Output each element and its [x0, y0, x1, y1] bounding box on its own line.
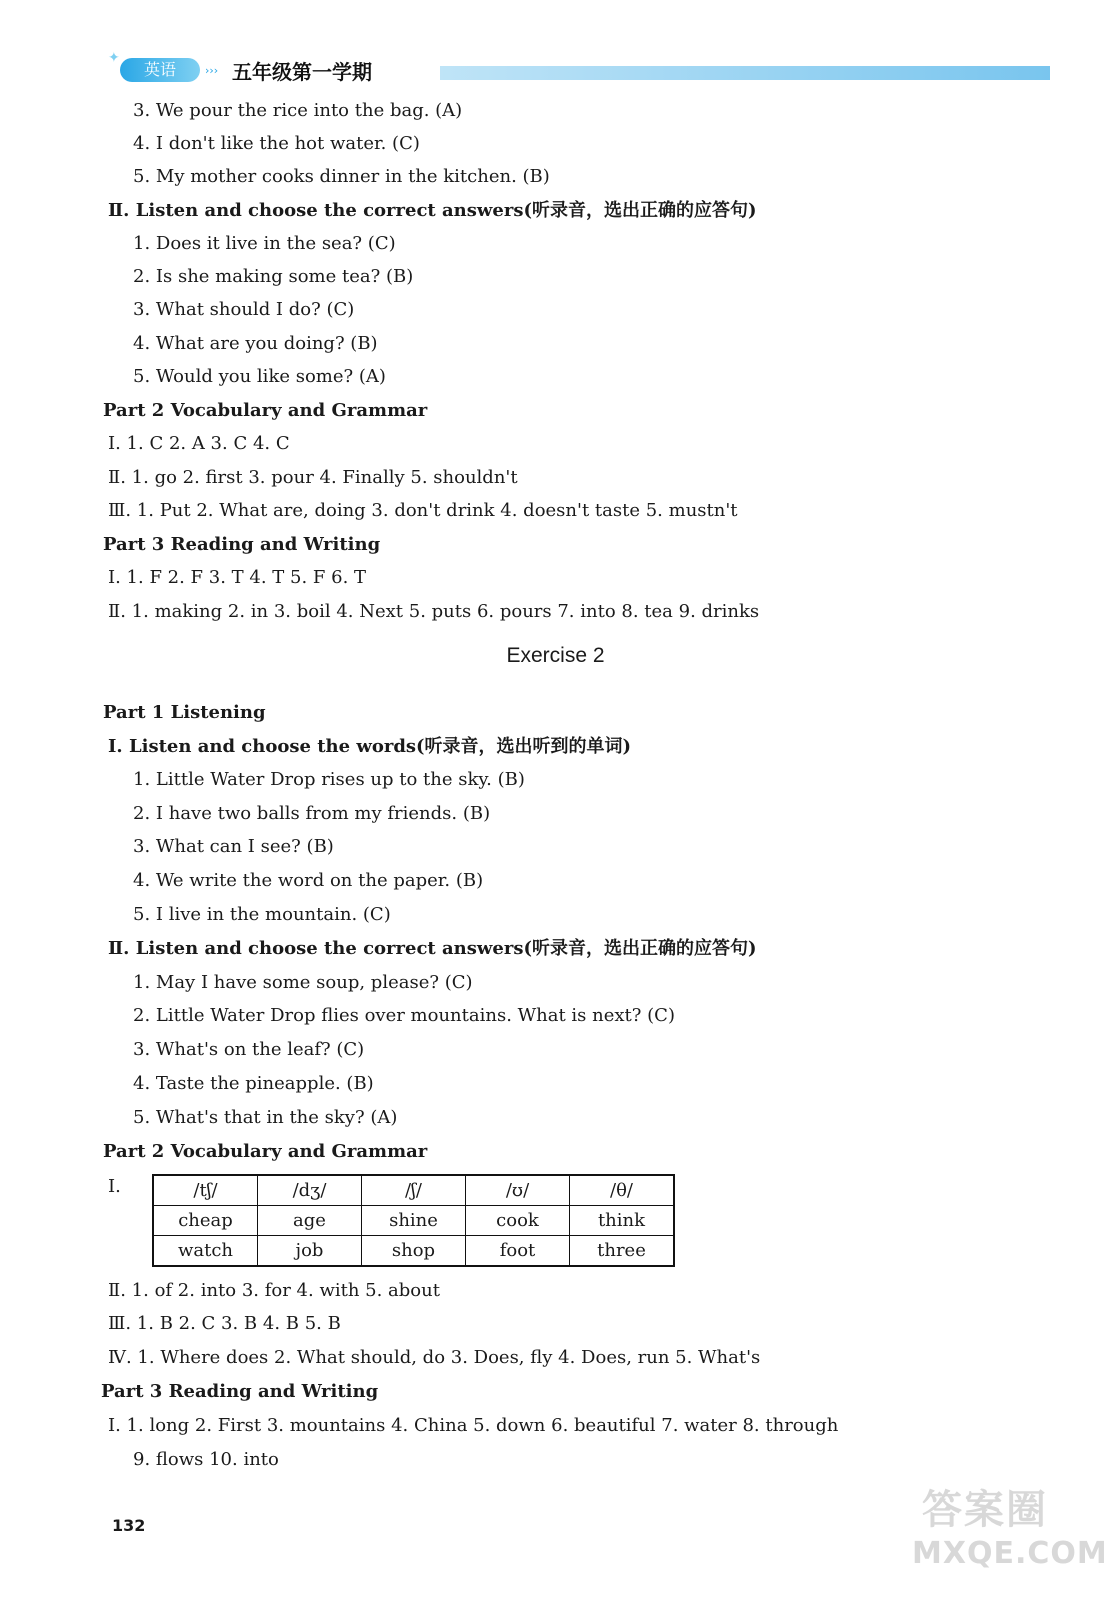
line-text: Part 3 Reading and Writing [101, 1381, 379, 1402]
phoneme-cell: /θ/ [570, 1175, 675, 1206]
line-text: 5. I live in the mountain. (C) [133, 904, 391, 925]
line-text: 1. May I have some soup, please? (C) [133, 972, 473, 993]
exercise-title: Exercise 2 [506, 644, 605, 667]
line-text: Part 3 Reading and Writing [103, 534, 381, 555]
line-text: 2. Little Water Drop flies over mountains. What is next? (C) [133, 1005, 675, 1026]
line-text: Ⅱ. Listen and choose the correct answers(听录音，选出正确的应答句) [108, 938, 757, 959]
phonics-table [152, 1174, 675, 1267]
word-cell: watch [153, 1236, 258, 1267]
grade-title: 五年级第一学期 [232, 60, 372, 84]
answer-line [0, 595, 1111, 629]
line-text: Ⅰ. [108, 1176, 121, 1197]
line-text: 3. We pour the rice into the bag. (A) [133, 100, 463, 121]
answer-line [0, 797, 1111, 831]
line-text: Ⅰ. 1. long 2. First 3. mountains 4. China 5. down 6. beautiful 7. water 8. through [108, 1415, 839, 1436]
table-row [153, 1236, 674, 1267]
line-text: Ⅳ. 1. Where does 2. What should, do 3. Does, fly 4. Does, run 5. What's [108, 1347, 761, 1368]
word-cell: cook [466, 1206, 570, 1236]
phoneme-cell: /dʒ/ [258, 1175, 362, 1206]
answer-line [0, 898, 1111, 932]
answer-line [0, 763, 1111, 797]
line-text: Ⅰ. 1. F 2. F 3. T 4. T 5. F 6. T [108, 567, 367, 588]
answer-line [0, 966, 1111, 1000]
section-heading [0, 932, 1111, 966]
answer-line [0, 999, 1111, 1033]
line-text: 4. I don't like the hot water. (C) [133, 133, 420, 154]
section-heading [0, 1375, 1111, 1409]
line-text: Ⅱ. Listen and choose the correct answers(听录音，选出正确的应答句) [108, 200, 757, 221]
line-text: 4. Taste the pineapple. (B) [133, 1073, 374, 1094]
answer-line [0, 1101, 1111, 1135]
answer-line [0, 830, 1111, 864]
answer-line [0, 461, 1111, 495]
answer-line [0, 1033, 1111, 1067]
line-text: 5. My mother cooks dinner in the kitchen. (B) [133, 166, 550, 187]
word-cell: think [570, 1206, 675, 1236]
answer-line [0, 1409, 1111, 1443]
line-text: 3. What should I do? (C) [133, 299, 355, 320]
answer-line [0, 1341, 1111, 1375]
answer-line [0, 94, 1111, 128]
answer-line [0, 494, 1111, 528]
header-bar [440, 66, 1050, 80]
answer-line [0, 1307, 1111, 1341]
word-cell: job [258, 1236, 362, 1267]
answer-line [0, 1067, 1111, 1101]
line-text: Ⅱ. 1. go 2. first 3. pour 4. Finally 5. shouldn't [108, 467, 518, 488]
page-header [100, 50, 1050, 90]
line-text: 4. What are you doing? (B) [133, 333, 378, 354]
watermark-logo [912, 1478, 1108, 1588]
line-text: Ⅱ. 1. making 2. in 3. boil 4. Next 5. puts 6. pours 7. into 8. tea 9. drinks [108, 601, 760, 622]
line-text: Part 2 Vocabulary and Grammar [103, 400, 428, 421]
watermark-url: MXQE.COM [912, 1536, 1108, 1571]
answer-line [0, 561, 1111, 595]
section-heading [0, 1135, 1111, 1169]
line-text: Ⅰ. 1. C 2. A 3. C 4. C [108, 433, 290, 454]
word-cell: shop [362, 1236, 466, 1267]
sparkle-icon: ✦ [108, 50, 120, 66]
word-cell: three [570, 1236, 675, 1267]
section-heading [0, 194, 1111, 228]
line-text: 2. Is she making some tea? (B) [133, 266, 414, 287]
answer-line [0, 1443, 1111, 1477]
line-text: 1. Little Water Drop rises up to the sky. (B) [133, 769, 525, 790]
table-header-row [153, 1175, 674, 1206]
answer-line [0, 360, 1111, 394]
subject-badge: 英语 [120, 58, 200, 82]
line-text: Ⅲ. 1. Put 2. What are, doing 3. don't drink 4. doesn't taste 5. mustn't [108, 500, 738, 521]
chevrons: ››› [205, 64, 219, 77]
line-text: 9. flows 10. into [133, 1449, 279, 1470]
section-heading [0, 528, 1111, 562]
word-cell: shine [362, 1206, 466, 1236]
line-text: 3. What can I see? (B) [133, 836, 334, 857]
word-cell: cheap [153, 1206, 258, 1236]
line-text: 4. We write the word on the paper. (B) [133, 870, 484, 891]
page-number: 132 [112, 1516, 146, 1535]
answer-line [0, 227, 1111, 261]
answer-line [0, 160, 1111, 194]
line-text: Part 1 Listening [103, 702, 266, 723]
answer-line [0, 293, 1111, 327]
line-text: 5. Would you like some? (A) [133, 366, 386, 387]
answer-line [0, 327, 1111, 361]
table-row [153, 1206, 674, 1236]
section-heading [0, 696, 1111, 730]
watermark-text: 答案圈 [922, 1487, 1048, 1533]
answer-line [0, 260, 1111, 294]
section-heading [0, 730, 1111, 764]
line-text: 5. What's that in the sky? (A) [133, 1107, 398, 1128]
line-text: 3. What's on the leaf? (C) [133, 1039, 365, 1060]
phoneme-cell: /tʃ/ [153, 1175, 258, 1206]
answer-line [0, 127, 1111, 161]
line-text: Part 2 Vocabulary and Grammar [103, 1141, 428, 1162]
answer-line [0, 1274, 1111, 1308]
word-cell: foot [466, 1236, 570, 1267]
phoneme-cell: /ʊ/ [466, 1175, 570, 1206]
answer-line [0, 427, 1111, 461]
line-text: Ⅰ. Listen and choose the words(听录音，选出听到的单词) [108, 736, 632, 757]
line-text: 2. I have two balls from my friends. (B) [133, 803, 491, 824]
line-text: Ⅱ. 1. of 2. into 3. for 4. with 5. about [108, 1280, 440, 1301]
line-text: Ⅲ. 1. B 2. C 3. B 4. B 5. B [108, 1313, 341, 1334]
line-text: 1. Does it live in the sea? (C) [133, 233, 396, 254]
answer-line [0, 864, 1111, 898]
phoneme-cell: /ʃ/ [362, 1175, 466, 1206]
section-heading [0, 394, 1111, 428]
word-cell: age [258, 1206, 362, 1236]
